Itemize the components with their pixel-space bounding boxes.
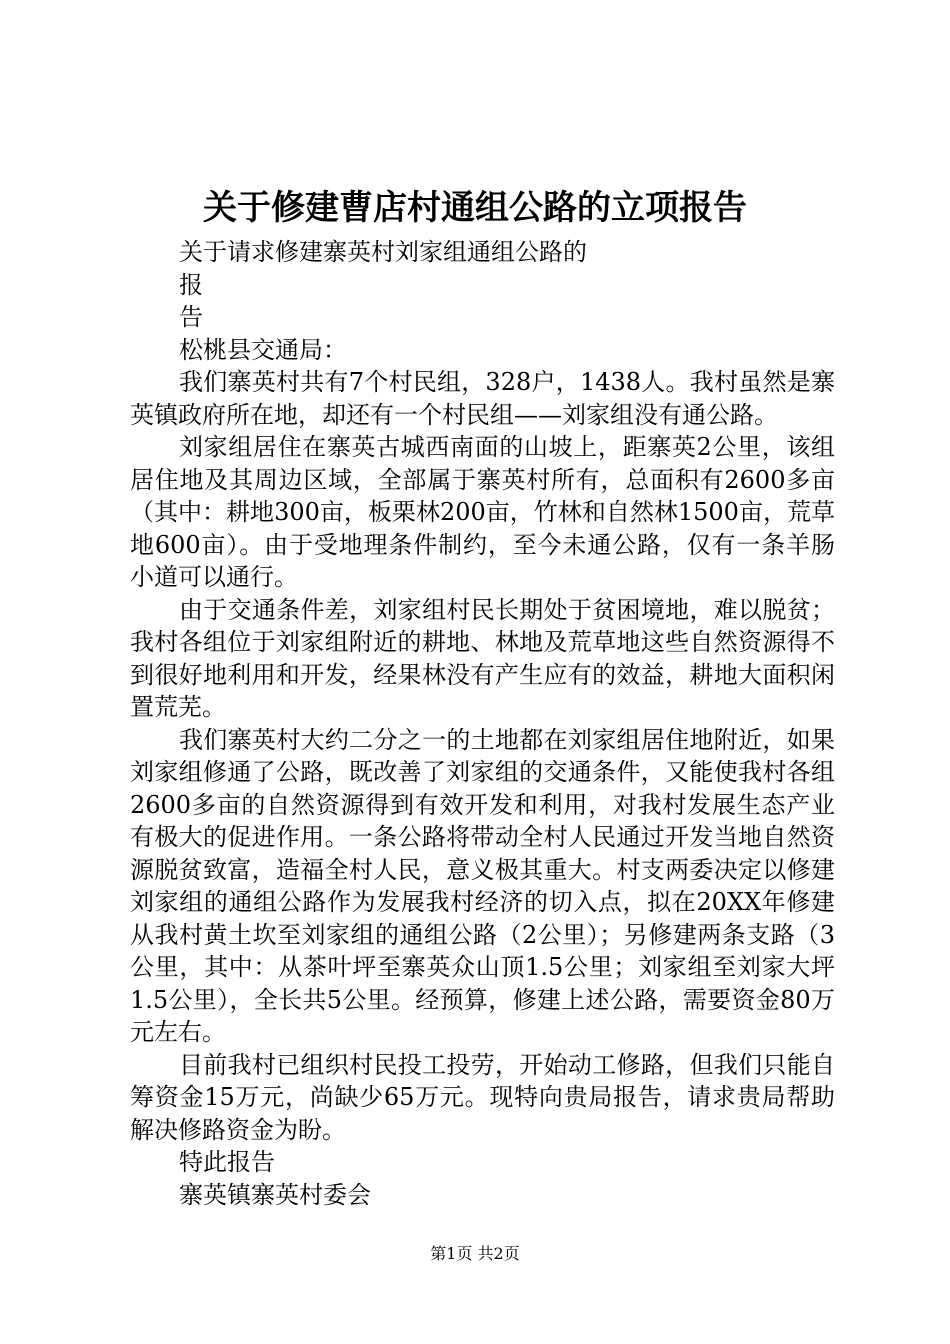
page-number: 第1页 共2页	[430, 1244, 520, 1263]
body-paragraph: 刘家组居住在寨英古城西南面的山坡上，距寨英2公里，该组居住地及其周边区域，全部属于寨英村所有，总面积有2600多亩（其中：耕地300亩，板栗林200亩，竹林和自然林1500亩，荒草地600亩）。由于受地理条件制约，至今未通公路，仅有一条羊肠小道可以通行。	[130, 433, 835, 591]
subtitle-line: 关于请求修建寨英村刘家组通组公路的	[179, 238, 587, 266]
subtitle-line: 报	[179, 270, 203, 299]
body-paragraph: 我们寨英村共有7个村民组，328户，1438人。我村虽然是寨英镇政府所在地，却还有一个村民组——刘家组没有通公路。	[130, 368, 835, 429]
subtitle-line: 告	[179, 303, 203, 331]
body-paragraph: 我们寨英村大约二分之一的土地都在刘家组居住地附近，如果刘家组修通了公路，既改善了刘家组的交通条件，又能使我村各组2600多亩的自然资源得到有效开发和利用，对我村发展生态产业有极大的促进作用。一条公路将带动全村人民通过开发当地自然资源脱贫致富，造福全村人民，意义极其重大。村支两委决定以修建刘家组的通组公路作为发展我村经济的切入点，拟在20XX年修建从我村黄土坎至刘家组的通组公路（2公里）；另修建两条支路（3公里，其中：从茶叶坪至寨英众山顶1.5公里；刘家组至刘家大坪1.5公里），全长共5公里。经预算，修建上述公路，需要资金80万元左右。	[130, 725, 835, 1046]
document-title: 关于修建曹店村通组公路的立项报告	[203, 188, 747, 228]
body-paragraph: 目前我村已组织村民投工投劳，开始动工修路，但我们只能自筹资金15万元，尚缺少65万元。现特向贵局报告，请求贵局帮助解决修路资金为盼。	[130, 1050, 835, 1144]
signature: 寨英镇寨英村委会	[179, 1180, 371, 1209]
addressee: 松桃县交通局：	[179, 335, 347, 364]
body-paragraph: 由于交通条件差，刘家组村民长期处于贫困境地，难以脱贫；我村各组位于刘家组附近的耕地、林地及荒草地这些自然资源得不到很好地利用和开发，经果林没有产生应有的效益，耕地大面积闲置荒芜。	[130, 595, 835, 721]
document-body	[130, 236, 835, 1211]
closing-line: 特此报告	[179, 1148, 275, 1176]
